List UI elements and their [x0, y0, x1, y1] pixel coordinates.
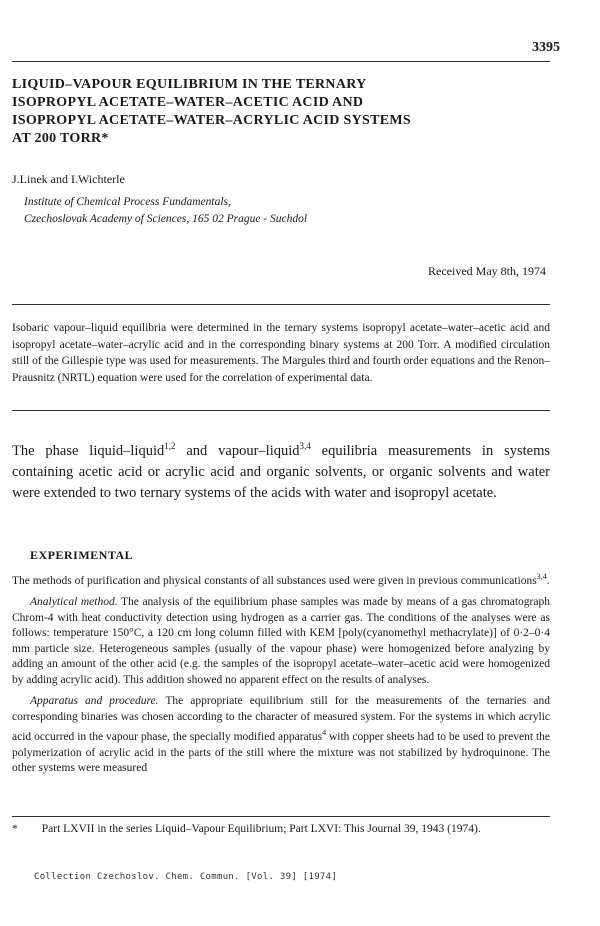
title-line: AT 200 TORR*: [12, 131, 109, 146]
title-line: ISOPROPYL ACETATE–WATER–ACETIC ACID AND: [12, 95, 364, 110]
abstract-bottom-rule: [12, 410, 550, 411]
citation: 3,4: [536, 572, 547, 581]
affiliation: Institute of Chemical Process Fundamentals, Czechoslovak Academy of Sciences, 165 02 Prague - Suchdol: [24, 196, 308, 225]
author-name: J.Linek: [12, 172, 48, 186]
paragraph: The methods of purification and physical constants of all substances used were given in previous communications$^{3,4}$.: [12, 572, 550, 587]
footnote-marker: *: [12, 823, 18, 835]
abstract: Isobaric vapour–liquid equilibria were determined in the ternary systems isopropyl acetate–water–acetic acid and isopropyl acetate–water–acrylic acid and in the corresponding binary systems at 200 Torr. A modified circulation still of the Gillespie type was used for measurements. The Margules third and fourth order equations and the Renon–Prausnitz (NRTL) equation were used for the correlation of experimental data.: [12, 322, 550, 384]
paragraph: Analytical method. The analysis of the equilibrium phase samples was made by means of a gas chromatograph Chrom-4 with heat conductivity detection using hydrogen as a carrier gas. The conditions of the analyses were as follows: temperature 150°C, a 120 cm long column filled with KEM [poly(cyanomethyl methacrylate)] of 0·2–0·4 mm particle size. Heterogeneous samples (usually of the vapour phase) were homogenized before analyzing by adding an amount of the other acid (e.g. the samples of the isopropyl acetate–water–acetic acid were homogenized by adding acrylic acid). This addition showed no apparent effect on the results of analyses.: [12, 596, 550, 686]
received-date: Received May 8th, 1974: [428, 264, 546, 278]
header-rule: [12, 61, 550, 62]
citation: 1,2: [164, 441, 176, 451]
page-number: 3395: [532, 40, 560, 55]
section-heading: EXPERIMENTAL: [30, 548, 134, 562]
author-name: I.Wichterle: [71, 172, 125, 186]
abstract-top-rule: [12, 304, 550, 305]
introduction-paragraph: The phase liquid–liquid$^{1,2}$ and vapour–liquid$^{3,4}$ equilibria measurements in systems containing acetic acid or acrylic acid and organic solvents, or organic solvents and water were extended to two ternary systems of the acids with water and isopropyl acetate.: [12, 441, 550, 501]
citation: 3,4: [299, 441, 311, 451]
run-in-heading: Apparatus and procedure.: [30, 695, 159, 708]
run-in-heading: Analytical method.: [30, 596, 118, 609]
title-line: LIQUID–VAPOUR EQUILIBRIUM IN THE TERNARY: [12, 77, 367, 92]
title-line: ISOPROPYL ACETATE–WATER–ACRYLIC ACID SYSTEMS: [12, 113, 411, 128]
paragraph: Apparatus and procedure. The appropriate equilibrium still for the measurements of the ternaries and corresponding binaries was chosen according to the character of measured system. For the systems in which acrylic acid occurred in the vapour phase, the specially modified apparatus$^4$ with copper sheets had to be used to prevent the polymerization of acrylic acid in the parts of the still where the mixture was not stabilized by hydroquinone. The other systems were measured: [12, 695, 550, 775]
footnote: * Part LXVII in the series Liquid–Vapour Equilibrium; Part LXVI: This Journal 39, 1943 (1974).: [12, 823, 481, 835]
citation: 4: [322, 728, 327, 738]
experimental-section: [12, 569, 550, 783]
footnote-rule: [12, 816, 550, 817]
journal-footer: Collection Czechoslov. Chem. Commun. [Vol. 39] [1974]: [34, 872, 338, 882]
authors: J.Linek and I.Wichterle: [12, 172, 125, 186]
article-title: [12, 76, 512, 148]
